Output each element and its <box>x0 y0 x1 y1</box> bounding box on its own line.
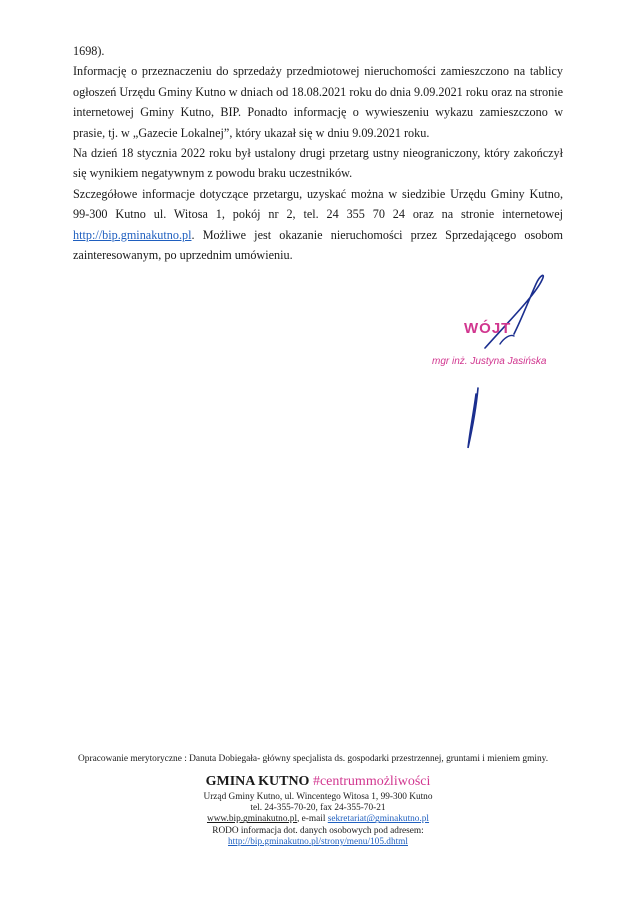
stamp-title: WÓJT <box>464 320 512 337</box>
prepared-by-note: Opracowanie merytoryczne : Danuta Dobiegała- główny specjalista ds. gospodarki przestrzennej, gruntami i mieniem gminy. <box>78 754 549 764</box>
signature-block <box>432 270 590 460</box>
bip-link[interactable]: http://bip.gminakutno.pl <box>73 227 192 242</box>
contact-text-end: . Możliwe jest okazanie nieruchomości przez Sprzedającego osobom zainteresowanym, po uprzednim umówieniu. <box>73 227 563 263</box>
brand-name: GMINA KUTNO <box>205 774 310 789</box>
footer-rodo-link[interactable]: http://bip.gminakutno.pl/strony/menu/105.dhtml <box>228 836 408 847</box>
footer-email-label: , e-mail <box>297 814 328 825</box>
footer-address: Urząd Gminy Kutno, ul. Wincentego Witosa 1, 99-300 Kutno <box>203 792 433 802</box>
paragraph-publication-info: Informację o przeznaczeniu do sprzedaży przedmiotowej nieruchomości zamieszczono na tablicy ogłoszeń Urzędu Gminy Kutno w dniach od 18.08.2021 roku do dnia 9.09.2021 roku oraz na stronie internetowej Gminy Kutno, BIP. Ponadto informację o wywieszeniu wykazu zamieszczono w prasie, tj. w „Gazecie Lokalnej”, który ukazał się w dniu 9.09.2021 roku. <box>73 64 563 140</box>
footer-bip-link[interactable]: www.bip.gminakutno.pl <box>206 814 298 825</box>
stamp-name: mgr inż. Justyna Jasińska <box>432 356 547 367</box>
footer-contact <box>130 814 506 825</box>
footer <box>130 772 506 848</box>
contact-text: Szczegółowe informacje dotyczące przetargu, uzyskać można w siedzibie Urzędu Gminy Kutno, 99-300 Kutno ul. Witosa 1, pokój nr 2, tel. 24 355 70 24 oraz na stronie internetowej <box>73 186 563 222</box>
footer-brand <box>130 772 506 792</box>
footer-email-link[interactable]: sekretariat@gminakutno.pl <box>327 814 430 825</box>
paragraph-continuation: 1698). <box>73 44 105 58</box>
paragraph-contact-info <box>73 184 563 266</box>
letter-body <box>73 41 563 265</box>
footer-rodo: RODO informacja dot. danych osobowych pod adresem: <box>212 825 424 836</box>
paragraph-second-tender: Na dzień 18 stycznia 2022 roku był ustalony drugi przetarg ustny nieograniczony, który zakończył się wynikiem negatywnym z powodu braku uczestników. <box>73 146 563 181</box>
brand-hashtag: #centrummożliwości <box>312 774 431 789</box>
footer-phone: tel. 24-355-70-20, fax 24-355-70-21 <box>250 803 386 814</box>
